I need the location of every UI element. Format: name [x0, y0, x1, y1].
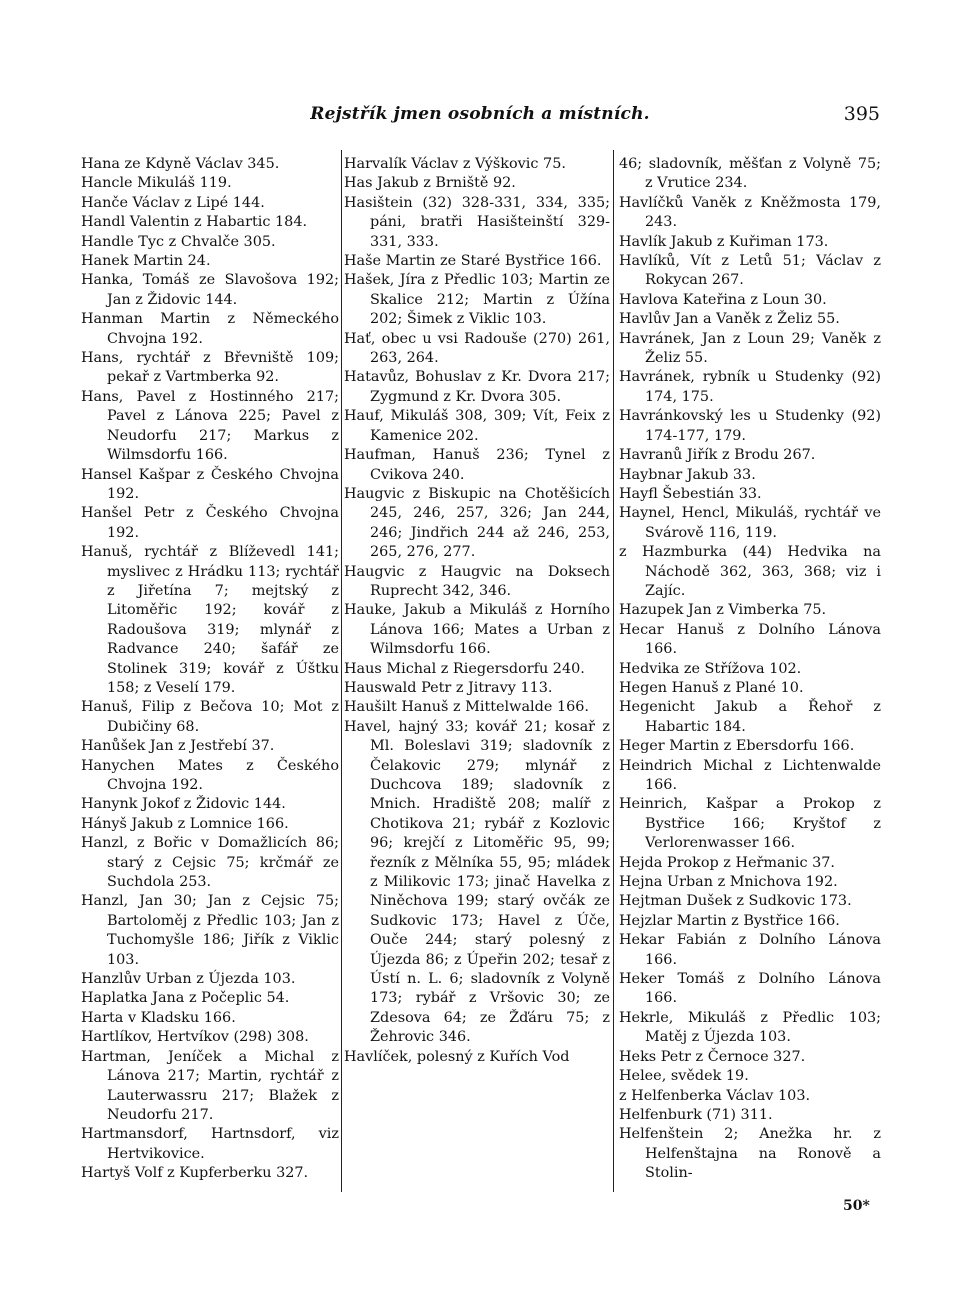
index-entry: Heinrich, Kašpar a Prokop z Bystřice 166; Kryštof z Verlorenwasser 166. [619, 796, 881, 852]
index-entry: Hegenicht Jakub a Řehoř z Habartic 184. [619, 699, 881, 735]
index-entry: Haugvic z Haugvic na Doksech Ruprecht 342, 346. [344, 563, 610, 599]
index-entry: Hanuš, rychtář z Blíževedl 141; myslivec z Hrádku 113; rychtář z Jiřetína 7; mejtský z Litoměřic 192; kovář z Radoušova 319; mlynář z Radvance 240; šafář ze Stolinek 319; kovář z Úštku 158; z Veselí 179. [81, 544, 339, 696]
index-entry: z Hazmburka (44) Hedvika na Náchodě 362, 363, 368; viz i Zajíc. [619, 544, 881, 599]
index-entry: Hašek, Jíra z Předlic 103; Martin ze Skalice 212; Martin z Úžína 202; Šimek z Viklic 103. [344, 272, 610, 328]
index-entry: Hanůšek Jan z Jestřebí 37. [81, 738, 275, 755]
index-entry: Hans, Pavel z Hostinného 217; Pavel z Lánova 225; Pavel z Neudorfu 217; Markus z Wilmsdorfu 166. [81, 388, 339, 464]
column-divider-1 [341, 150, 342, 1192]
index-entry: Hanšel Petr z Českého Chvojna 192. [81, 505, 339, 541]
index-entry: Haufman, Hanuš 236; Tynel z Cvikova 240. [344, 447, 610, 483]
page-number: 395 [843, 103, 880, 125]
index-entry: Haugvic z Biskupic na Chotěšicích 245, 246, 257, 326; Jan 244, 246; Jindřich 244 až 246, 253, 265, 276, 277. [344, 485, 610, 561]
index-entry: Havlíků, Vít z Letů 51; Václav z Rokycan 267. [619, 253, 881, 289]
index-entry: Heger Martin z Ebersdorfu 166. [619, 738, 855, 755]
index-entry: Harvalík Václav z Výškovic 75. [344, 156, 566, 172]
index-entry: Hanychen Mates z Českého Chvojna 192. [81, 757, 339, 793]
index-entry: Harta v Kladsku 166. [81, 1009, 236, 1026]
index-entry: z Helfenberka Václav 103. [619, 1087, 811, 1104]
index-entry: Heks Petr z Černoce 327. [619, 1048, 806, 1065]
index-entry: Hanek Martin 24. [81, 253, 211, 270]
index-entry: Handle Tyc z Chvalče 305. [81, 233, 276, 250]
index-entry: Helee, svědek 19. [619, 1068, 749, 1085]
index-entry: Hanka, Tomáš ze Slavošova 192; Jan z Židovic 144. [81, 272, 339, 308]
index-entry: Hauf, Mikuláš 308, 309; Vít, Feix z Kamenice 202. [344, 408, 610, 444]
index-entry: Hartmansdorf, Hartnsdorf, viz Hertvikovice. [81, 1126, 339, 1162]
index-entry: Hazupek Jan z Vimberka 75. [619, 602, 827, 619]
index-entry: Hegen Hanuš z Plané 10. [619, 679, 804, 696]
index-entry: Havránek, rybník u Studenky (92) 174, 175. [619, 369, 881, 405]
index-entry: Hedvika ze Střížova 102. [619, 660, 802, 677]
index-entry: Helfenburk (71) 311. [619, 1106, 773, 1123]
index-entry: Haus Michal z Riegersdorfu 240. [344, 660, 585, 677]
index-entry: Havránkovský les u Studenky (92) 174-177, 179. [619, 408, 881, 444]
index-entry: Haplatka Jana z Počeplic 54. [81, 990, 290, 1007]
index-entry: Has Jakub z Brniště 92. [344, 175, 516, 192]
index-entry: Hanman Martin z Německého Chvojna 192. [81, 311, 339, 347]
index-entry: Hartman, Jeníček a Michal z Lánova 217; Martin, rychtář z Lauterwassru 217; Blažek z Neudorfu 217. [81, 1048, 339, 1123]
index-entry: Hanzl, Jan 30; Jan z Cejsic 75; Bartoloměj z Předlic 103; Jan z Tuchomyšle 186; Jiřík z Viklic 103. [81, 893, 339, 968]
index-entry: Hans, rychtář z Břevniště 109; pekař z Vartmberka 92. [81, 350, 339, 386]
index-entry: Havranů Jiřík z Brodu 267. [619, 447, 816, 464]
index-entry: Hejda Prokop z Heřmanic 37. [619, 854, 836, 871]
index-entry: Heker Tomáš z Dolního Lánova 166. [619, 971, 881, 1007]
index-entry: Hanče Václav z Lipé 144. [81, 194, 265, 211]
index-entry: Hanzl, z Bořic v Domažlicích 86; starý z Cejsic 75; krčmář ze Suchdola 253. [81, 835, 339, 891]
index-entry: Handl Valentin z Habartic 184. [81, 214, 308, 231]
index-entry: Hanzlův Urban z Újezda 103. [81, 971, 296, 988]
index-entry: Hekar Fabián z Dolního Lánova 166. [619, 932, 881, 968]
index-column-2 [344, 155, 610, 1067]
index-entry: Havlův Jan a Vaněk z Želiz 55. [619, 311, 840, 328]
index-entry: Havlíček, polesný z Kuřích Vod [344, 1048, 570, 1065]
index-entry: Hekrle, Mikuláš z Předlic 103; Matěj z Újezda 103. [619, 1009, 881, 1046]
printer-signature-mark: 50* [843, 1198, 870, 1214]
index-entry: Hejtman Dušek z Sudkovic 173. [619, 893, 852, 910]
index-entry: Hana ze Kdyně Václav 345. [81, 156, 280, 172]
index-entry: Haše Martin ze Staré Bystřice 166. [344, 253, 602, 270]
index-entry: Hartlíkov, Hertvíkov (298) 308. [81, 1029, 309, 1046]
index-entry: Hányš Jakub z Lomnice 166. [81, 815, 289, 832]
index-entry: Havlík Jakub z Kuřiman 173. [619, 233, 829, 250]
index-entry: Hansel Kašpar z Českého Chvojna 192. [81, 466, 339, 502]
index-entry: Havel, hajný 33; kovář 21; kosař z Ml. Boleslavi 319; sladovník z Čelakovic 279; mlynář z Duchcova 189; sladovník z Mnich. Hradiště 208; malíř z Chotikova 21; rybář z Kozlovic 96; krejčí z Litoměřic 95, 99; řezník z Mělníka 55, 95; mládek z Milikovic 173; jinač Havelka z Niněchova 199; starý ovčák ze Sudkovic 173; Havel z Úče, Ouče 244; starý polesný z Újezda 86; z Úpeřin 202; tesař z Ústí n. L. 6; sladovník z Volyně 173; rybář z Vršovic 30; ze Zdesova 64; ze Žďáru 75; z Žehrovic 346. [344, 718, 610, 1046]
index-entry: Haušilt Hanuš z Mittelwalde 166. [344, 699, 589, 716]
index-column-1 [81, 155, 339, 1184]
index-entry: Hancle Mikuláš 119. [81, 175, 232, 192]
index-entry: 46; sladovník, měšťan z Volyně 75; z Vrutice 234. [619, 156, 881, 192]
index-entry: Heindrich Michal z Lichtenwalde 166. [619, 757, 881, 793]
index-entry: Havlíčků Vaněk z Kněžmosta 179, 243. [619, 194, 881, 231]
index-entry: Helfenštein 2; Anežka hr. z Helfenštajna na Ronově a Stolin- [619, 1126, 881, 1182]
index-entry: Haynel, Hencl, Mikuláš, rychtář ve Svárově 116, 119. [619, 505, 881, 541]
running-header-title: Rejstřík jmen osobních a místních. [310, 104, 650, 124]
index-entry: Hecar Hanuš z Dolního Lánova 166. [619, 621, 881, 658]
column-divider-2 [613, 150, 614, 1192]
index-entry: Hanynk Jokof z Židovic 144. [81, 796, 286, 813]
index-entry: Hať, obec u vsi Radouše (270) 261, 263, 264. [344, 330, 610, 367]
index-entry: Hartyš Volf z Kupferberku 327. [81, 1165, 309, 1182]
index-entry: Hasištein (32) 328-331, 334, 335; páni, bratři Hasišteinští 329-331, 333. [344, 194, 610, 250]
index-entry: Hejna Urban z Mnichova 192. [619, 874, 838, 891]
index-entry: Hauswald Petr z Jitravy 113. [344, 679, 553, 696]
index-entry: Hejzlar Martin z Bystřice 166. [619, 912, 840, 929]
index-entry: Hatavůz, Bohuslav z Kr. Dvora 217; Zygmund z Kr. Dvora 305. [344, 369, 610, 405]
index-entry: Haybnar Jakub 33. [619, 466, 756, 483]
index-entry: Hauke, Jakub a Mikuláš z Horního Lánova 166; Mates a Urban z Wilmsdorfu 166. [344, 602, 610, 658]
index-entry: Hanuš, Filip z Bečova 10; Mot z Dubičiny 68. [81, 699, 339, 735]
index-entry: Havlova Kateřina z Loun 30. [619, 291, 827, 308]
index-entry: Hayfl Šebestián 33. [619, 485, 762, 502]
index-column-3 [619, 155, 881, 1184]
index-entry: Havránek, Jan z Loun 29; Vaněk z Želiz 55. [619, 330, 881, 367]
